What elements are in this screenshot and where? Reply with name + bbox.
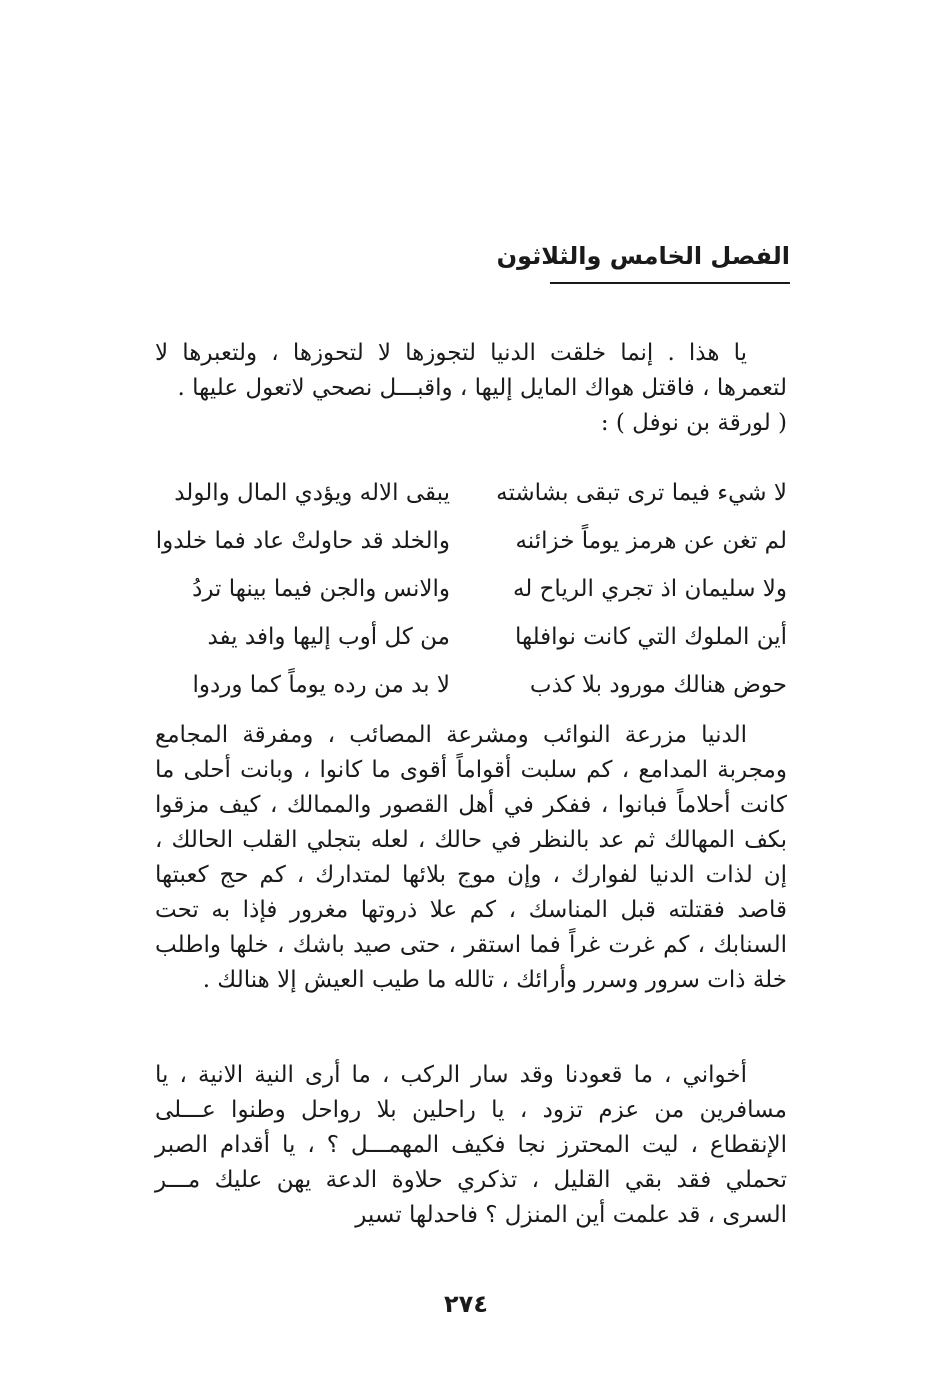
paragraph-1 <box>155 336 787 441</box>
paragraph-1-text: يا هذا . إنما خلقت الدنيا لتجوزها لا لتحوزها ، ولتعبرها لا لتعمرها ، فاقتل هواك المايل إليها ، واقبـــل نصحي لاتعول عليها . <box>155 340 787 401</box>
verse-row <box>150 469 787 517</box>
verse-second-hemistich: يبقى الاله ويؤدي المال والولد <box>174 480 450 506</box>
verse-second-hemistich: والانس والجن فيما بينها تردُ <box>192 576 450 602</box>
verse-first-hemistich: لم تغن عن هرمز يوماً خزائنه <box>515 528 787 554</box>
verse-second-hemistich: والخلد قد حاولتْ عاد فما خلدوا <box>155 528 450 554</box>
verse-row <box>150 613 787 661</box>
paragraph-2-text: الدنيا مزرعة النوائب ومشرعة المصائب ، ومفرقة المجامع ومجربة المدامع ، كم سلبت أقواماً أقوى ما كانوا ، وبانت أحلى ما كانت أحلاماً فبانوا ، ففكر في أهل القصور والممالك ، كيف مزقوا بكف المهالك ثم عد بالنظر في حالك ، لعله بتجلي القلب الحالك ، إن لذات الدنيا لفوارك ، وإن موج بلائها لمتدارك ، كم حج كعبتها قاصد فقتلته قبل المناسك ، كم علا ذروتها مغرور فإذا به تحت السنابك ، كم غرت غراً فما استقر ، حتى صيد باشك ، خلها واطلب خلة ذات سرور وسرر وأرائك ، تالله ما طيب العيش إلا هنالك . <box>155 722 787 993</box>
verse-row <box>150 517 787 565</box>
verse-first-hemistich: لا شيء فيما ترى تبقى بشاشته <box>496 480 787 506</box>
verse-first-hemistich: حوض هنالك مورود بلا كذب <box>529 672 787 698</box>
verse-second-hemistich: من كل أوب إليها وافد يفد <box>207 624 450 650</box>
verse-first-hemistich: ولا سليمان اذ تجري الرياح له <box>512 576 787 602</box>
page-number: ٢٧٤ <box>444 1290 488 1318</box>
poem-verses <box>150 469 787 709</box>
paragraph-3 <box>155 1058 787 1233</box>
chapter-title: الفصل الخامس والثلاثون <box>550 236 790 284</box>
verse-first-hemistich: أين الملوك التي كانت نوافلها <box>514 624 787 650</box>
verse-second-hemistich: لا بد من رده يوماً كما وردوا <box>192 672 450 698</box>
verse-row <box>150 661 787 709</box>
paragraph-2 <box>155 718 787 998</box>
poem-attribution: ( لورقة بن نوفل ) : <box>600 410 787 436</box>
verse-row <box>150 565 787 613</box>
paragraph-3-text: أخواني ، ما قعودنا وقد سار الركب ، ما أرى النية الانية ، يا مسافرين من عزم تزود ، يا راحلين بلا رواحل وطنوا عـــلى الإنقطاع ، ليت المحترز نجا فكيف المهمـــل ؟ ، يا أقدام الصبر تحملي فقد بقي القليل ، تذكري حلاوة الدعة يهن عليك مـــر السرى ، قد علمت أين المنزل ؟ فاحدلها تسير <box>155 1062 787 1228</box>
